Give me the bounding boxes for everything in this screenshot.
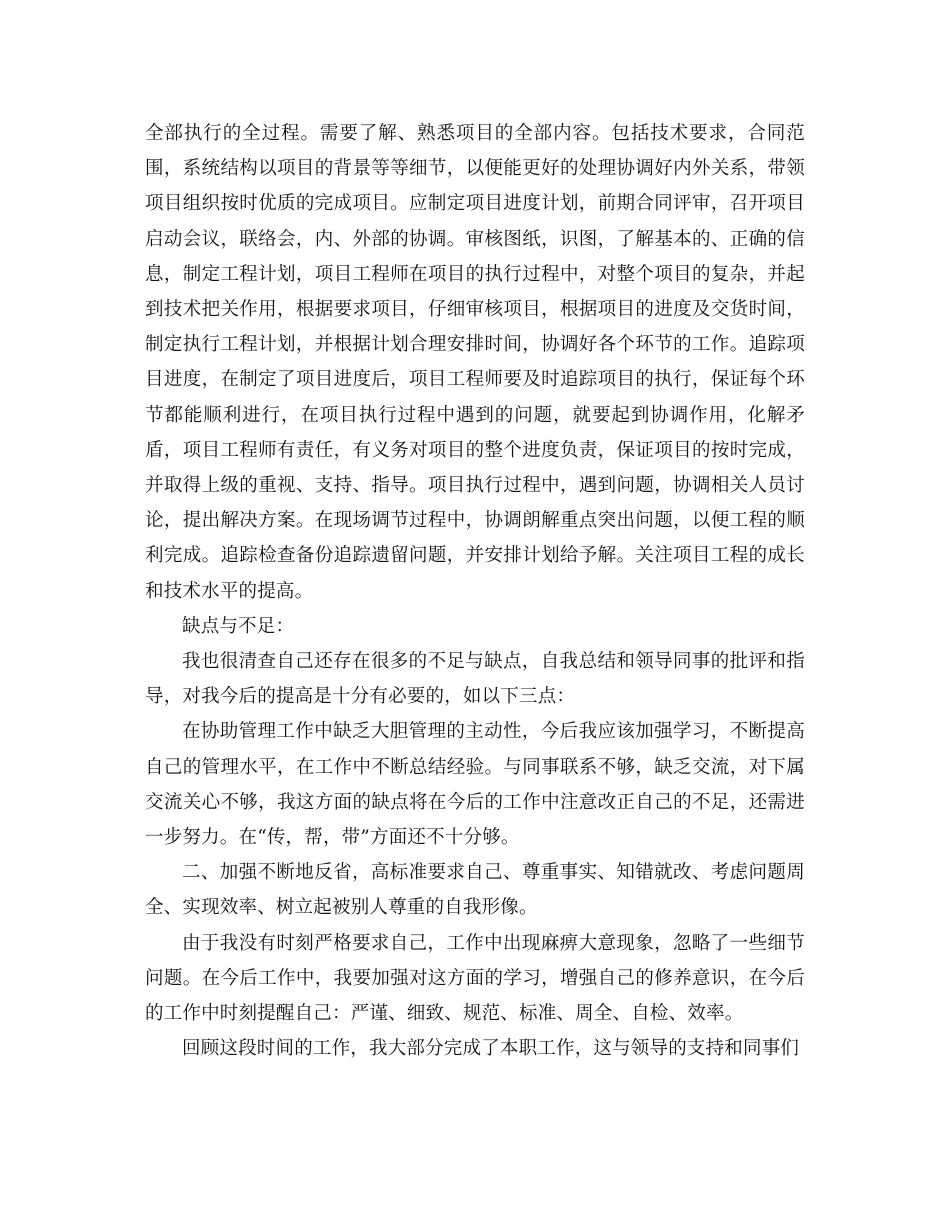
paragraph-project-duties: 全部执行的全过程。需要了解、熟悉项目的全部内容。包括技术要求，合同范围，系统结构以项目的背景等等细节，以便能更好的处理协调好内外关系，带领项目组织按时优质的完成项目。应制定项目进度计划，前期合同评审，召开项目启动会议，联络会，内、外部的协调。审核图纸，识图，了解基本的、正确的信息，制定工程计划，项目工程师在项目的执行过程中，对整个项目的复杂，并起到技术把关作用，根据要求项目，仔细审核项目，根据项目的进度及交货时间，制定执行工程计划，并根据计划合理安排时间，协调好各个环节的工作。追踪项目进度，在制定了项目进度后，项目工程师要及时追踪项目的执行，保证每个环节都能顺利进行，在项目执行过程中遇到的问题，就要起到协调作用，化解矛盾，项目工程师有责任，有义务对项目的整个进度负责，保证项目的按时完成，并取得上级的重视、支持、指导。项目执行过程中，遇到问题，协调相关人员讨论，提出解决方案。在现场调节过程中，协调朗解重点突出问题，以便工程的顺利完成。追踪检查备份追踪遗留问题，并安排计划给予解。关注项目工程的成长和技术水平的提高。 <box>145 123 805 602</box>
paragraph-point-two: 二、加强不断地反省，高标准要求自己、尊重事实、知错就改、考虑问题周全、实现效率、树立起被别人尊重的自我形像。 <box>145 862 805 919</box>
paragraph-self-assessment: 我也很清查自己还存在很多的不足与缺点，自我总结和领导同事的批评和指导，对我今后的提高是十分有必要的，如以下三点： <box>145 651 805 708</box>
paragraph-carelessness: 由于我没有时刻严格要求自己，工作中出现麻痹大意现象，忽略了一些细节问题。在今后工作中，我要加强对这方面的学习，增强自己的修养意识，在今后的工作中时刻提醒自己：严谨、细致、规范、标准、周全、自检、效率。 <box>145 932 805 1025</box>
paragraph-review: 回顾这段时间的工作，我大部分完成了本职工作，这与领导的支持和同事们 <box>182 1038 800 1060</box>
document-body <box>145 116 805 1066</box>
paragraph-management-shortcoming: 在协助管理工作中缺乏大胆管理的主动性，今后我应该加强学习，不断提高自己的管理水平，在工作中不断总结经验。与同事联系不够，缺乏交流，对下属交流关心不够，我这方面的缺点将在今后的工作中注意改正自己的不足，还需进一步努力。在“传，帮，带”方面还不十分够。 <box>145 721 805 849</box>
paragraph-shortcomings-heading: 缺点与不足： <box>182 615 295 637</box>
